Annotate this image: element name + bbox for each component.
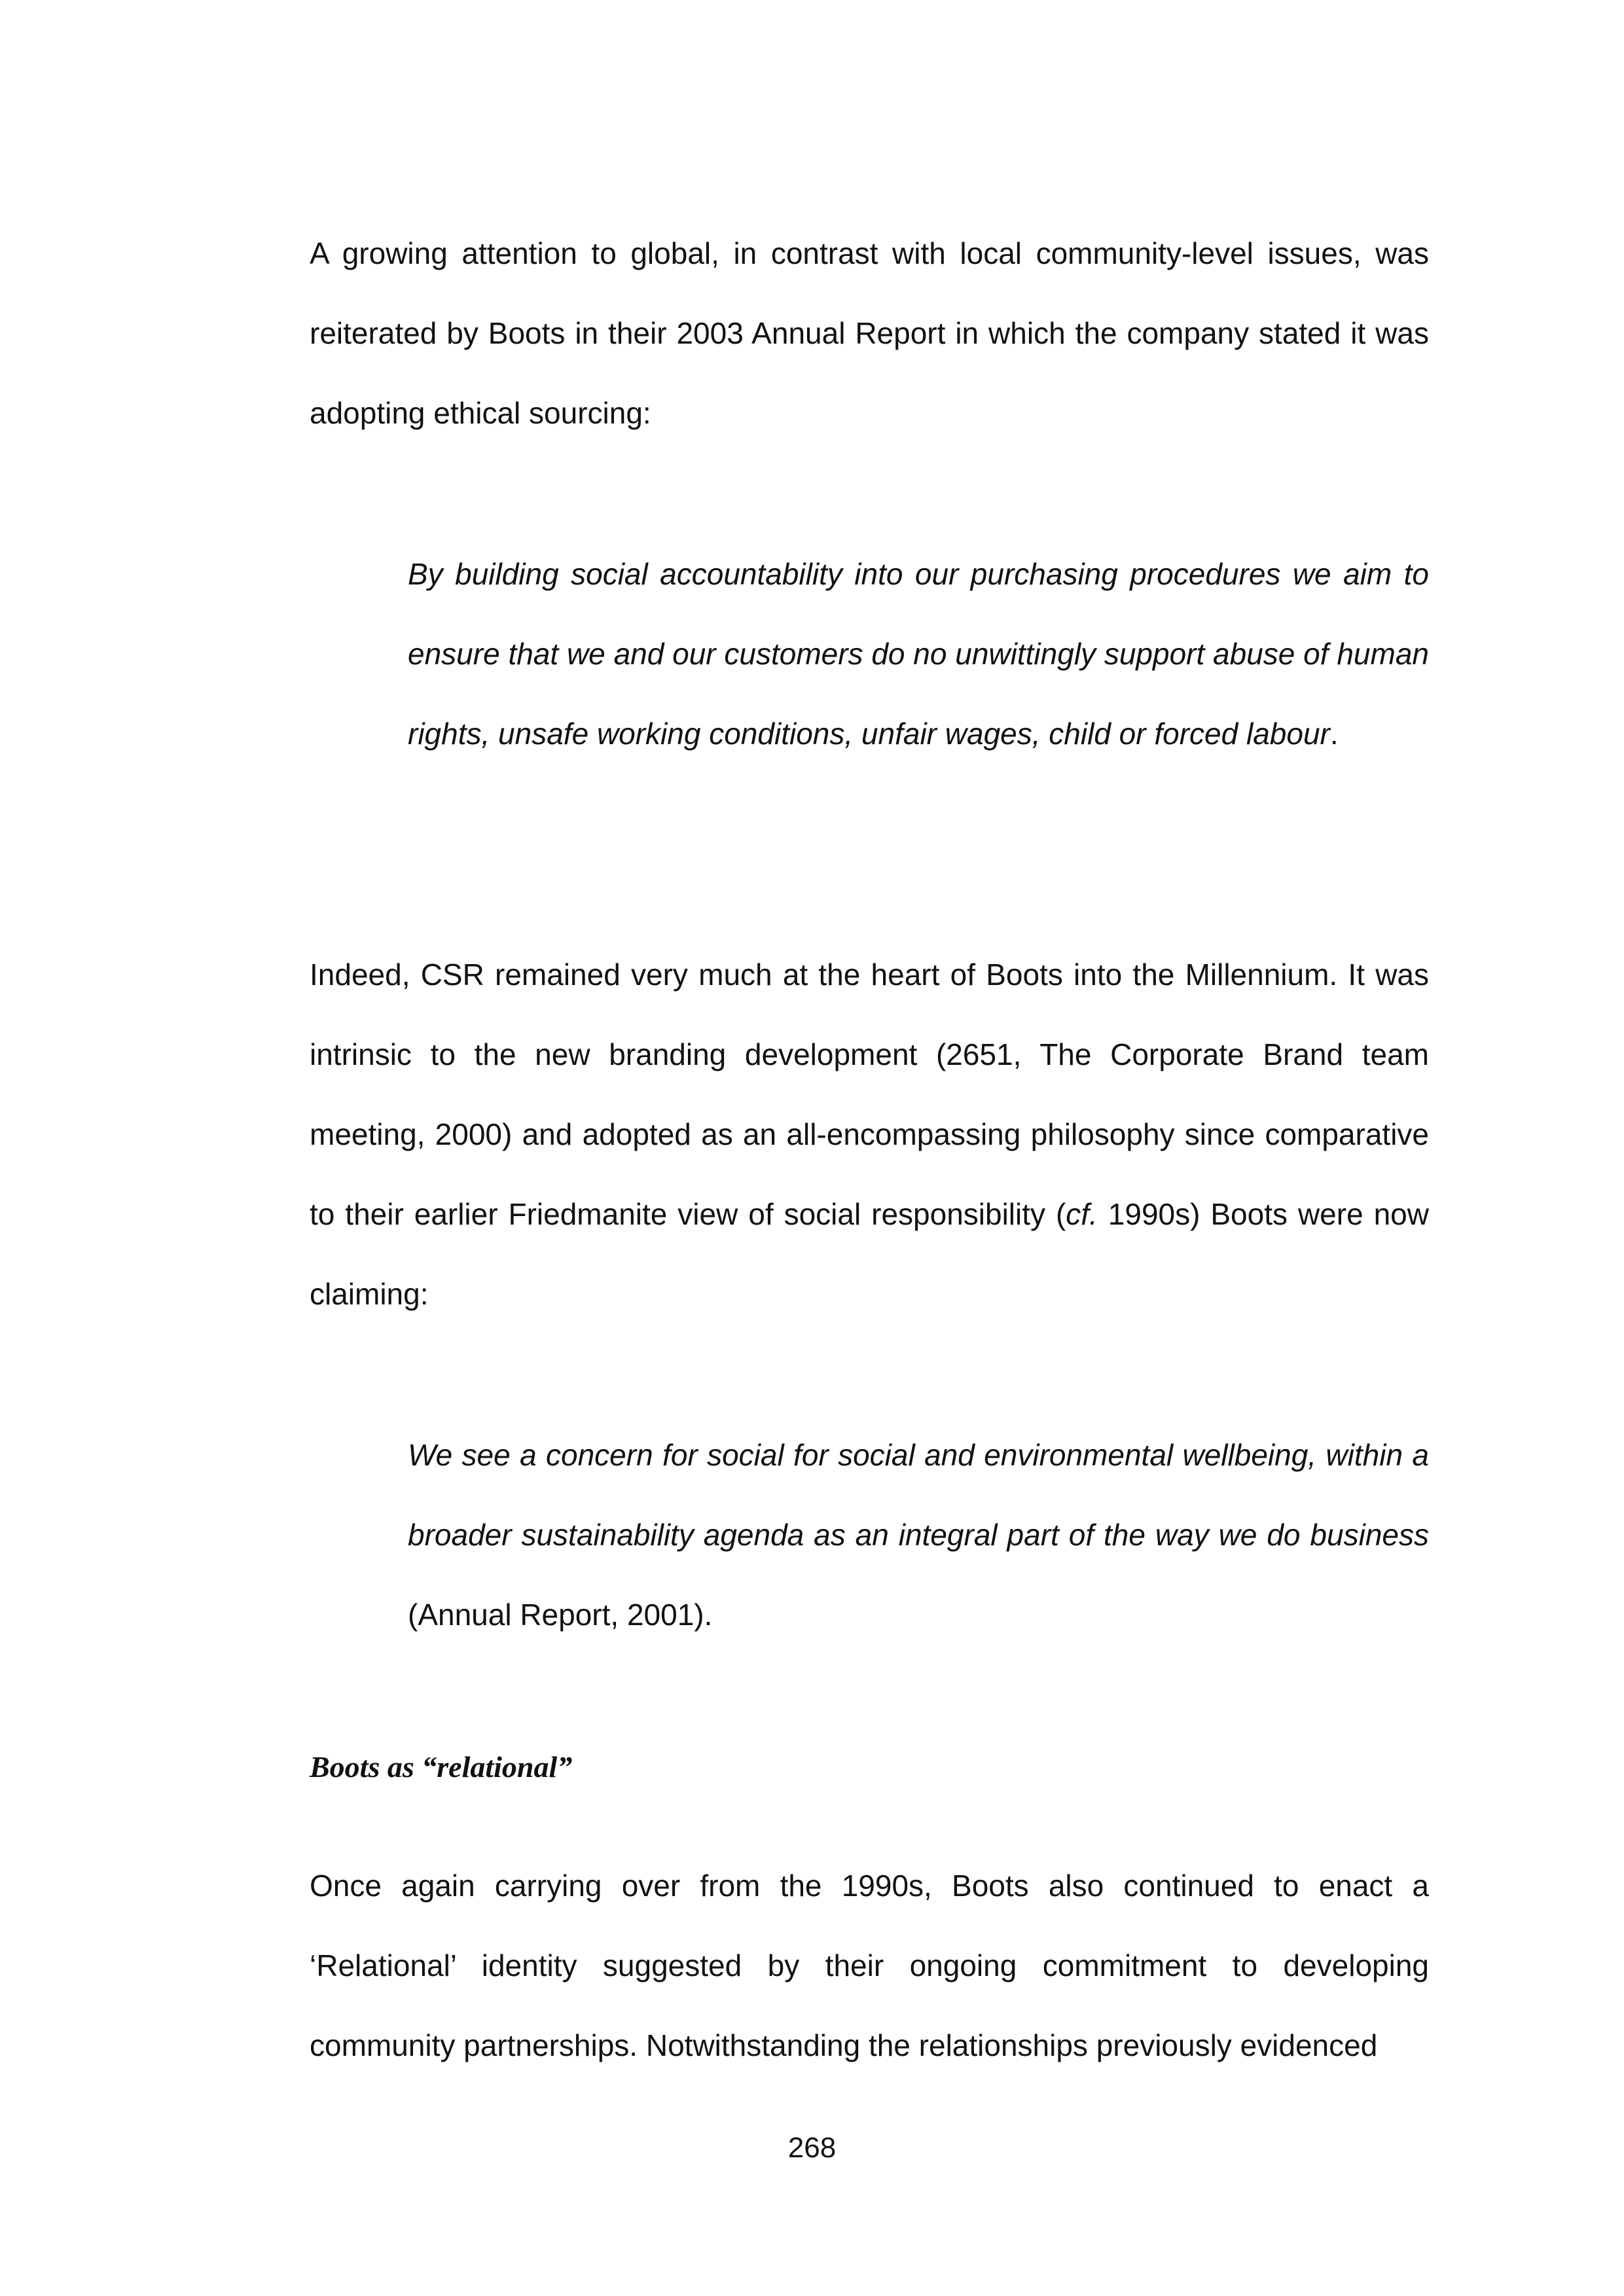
- section-heading: Boots as “relational”: [310, 1750, 573, 1784]
- page-number: 268: [787, 2132, 837, 2164]
- paragraph-text-end: 1990s) Boots were now claiming:: [310, 1197, 1429, 1311]
- cf-abbreviation: cf.: [1066, 1197, 1098, 1231]
- paragraph-text: Indeed, CSR remained very much at the heart of Boots into the Millennium. It was intrinsic to the new branding development (2651, The Corporate Brand team meeting, 2000) and adopted as an all-encompassing philosophy since comparative to their earlier Friedmanite view of social responsibility (: [310, 958, 1429, 1231]
- paragraph-relational-identity: [310, 1846, 1429, 2085]
- block-quote-sustainability: [408, 1415, 1429, 1655]
- block-quote-ethical-sourcing: [408, 534, 1429, 774]
- paragraph-text: A growing attention to global, in contrast with local community-level issues, was reiterated by Boots in their 2003 Annual Report in which the company stated it was adopting ethical sourcing:: [310, 236, 1429, 430]
- quote-citation: (Annual Report, 2001).: [408, 1598, 713, 1632]
- paragraph-ethical-sourcing: [310, 213, 1429, 453]
- quote-text: We see a concern for social for social and environmental wellbeing, within a broader sustainability agenda as an integral part of the way we do business: [408, 1438, 1429, 1552]
- paragraph-text: Once again carrying over from the 1990s, Boots also continued to enact a ‘Relational’ identity suggested by their ongoing commitment to developing community partnerships. Notwithstanding the relationships previously evidenced: [310, 1869, 1429, 2062]
- quote-end: .: [1329, 717, 1339, 751]
- quote-text: By building social accountability into our purchasing procedures we aim to ensure that we and our customers do no unwittingly support abuse of human rights, unsafe working conditions, unfair wages, child or forced labour: [408, 557, 1429, 751]
- paragraph-csr-millennium: [310, 935, 1429, 1334]
